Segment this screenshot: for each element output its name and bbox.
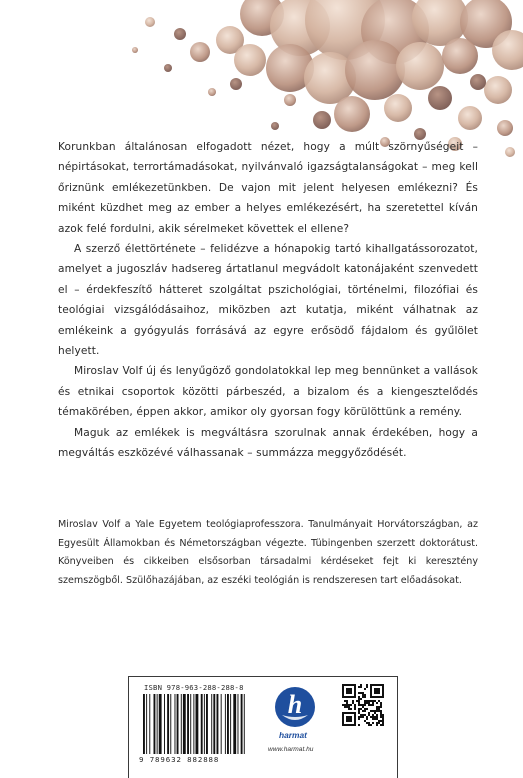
qr-module	[382, 684, 384, 698]
qr-module	[358, 718, 360, 720]
qr-module	[358, 704, 360, 706]
qr-code-icon	[342, 684, 384, 726]
bubble	[396, 42, 444, 90]
barcode-bar	[241, 694, 243, 754]
bubble	[174, 28, 186, 40]
qr-module	[372, 722, 374, 724]
qr-module	[382, 714, 384, 716]
qr-module	[372, 718, 374, 720]
author-bio-text: Miroslav Volf a Yale Egyetem teológiaprofesszora. Tanulmányait Horvátországban, az Egyesült Államokban és Németországban végezte. Tübingenben szerzett doktorátust. Könyveiben és cikkeiben elsősorban társadalmi kérdéseket fejt ki keresztény szemszögből. Szülőhazájában, az eszéki teológián is rendszeresen tart előadásokat.	[58, 519, 478, 586]
qr-module	[370, 700, 372, 702]
qr-module	[366, 684, 368, 686]
qr-module	[378, 720, 380, 722]
bubble	[484, 76, 512, 104]
bubble	[442, 38, 478, 74]
barcode-bar	[206, 694, 208, 754]
qr-module	[370, 684, 372, 698]
qr-module	[368, 704, 370, 706]
barcode-bar	[143, 694, 145, 754]
qr-module	[376, 716, 378, 718]
qr-module	[344, 700, 346, 702]
blurb-paragraph-4: Maguk az emlékek is megváltásra szorulnak annak érdekében, hogy a megváltás eszközévé válhassanak – summázza meggyőződését.	[58, 426, 478, 460]
qr-module	[380, 706, 382, 708]
qr-module	[374, 700, 376, 702]
barcode-bar	[164, 694, 165, 754]
qr-module	[382, 716, 384, 718]
isbn-label: ISBN 978-963-288-288-8	[144, 683, 244, 692]
bubble	[208, 88, 216, 96]
barcode-icon	[141, 694, 253, 756]
qr-module	[382, 718, 384, 720]
publisher-url: www.harmat.hu	[268, 746, 314, 753]
qr-module	[376, 722, 378, 724]
qr-module	[358, 710, 360, 712]
qr-module	[370, 696, 384, 698]
qr-module	[368, 724, 370, 726]
barcode-bar	[170, 694, 171, 754]
barcode-bar	[230, 694, 231, 754]
barcode-bar	[190, 694, 191, 754]
qr-module	[342, 696, 356, 698]
qr-module	[378, 710, 380, 712]
qr-module	[366, 708, 368, 710]
qr-module	[372, 700, 374, 702]
barcode-bar	[233, 694, 236, 754]
barcode-bar	[213, 694, 215, 754]
barcode-panel	[128, 676, 398, 778]
barcode-bar	[187, 694, 189, 754]
qr-module	[342, 684, 344, 698]
qr-module	[380, 714, 382, 716]
barcode-bar	[227, 694, 229, 754]
bubble	[505, 147, 515, 157]
qr-module	[348, 708, 350, 710]
decorative-bubbles	[0, 0, 523, 160]
bubble	[470, 74, 486, 90]
qr-module	[380, 720, 382, 722]
qr-module	[362, 710, 364, 712]
barcode-bar	[157, 694, 158, 754]
qr-module	[358, 696, 360, 698]
bubble	[384, 94, 412, 122]
barcode-bar	[201, 694, 203, 754]
qr-module	[378, 722, 380, 724]
qr-module	[366, 722, 368, 724]
qr-module	[374, 716, 376, 718]
qr-module	[346, 716, 352, 722]
qr-module	[380, 702, 382, 704]
qr-module	[358, 712, 360, 714]
qr-module	[372, 704, 374, 706]
qr-module	[362, 694, 364, 696]
qr-module	[354, 684, 356, 698]
qr-module	[360, 716, 362, 718]
barcode-bar	[167, 694, 169, 754]
barcode-bar	[146, 694, 147, 754]
qr-module	[358, 716, 360, 718]
qr-module	[362, 716, 364, 718]
qr-module	[360, 698, 362, 700]
qr-module	[376, 718, 378, 720]
bubble	[132, 47, 138, 53]
qr-module	[374, 688, 380, 694]
qr-module	[376, 702, 378, 704]
bubble	[334, 96, 370, 132]
qr-module	[354, 712, 356, 726]
qr-module	[382, 724, 384, 726]
bubble	[345, 40, 405, 100]
bubble	[284, 94, 296, 106]
qr-module	[360, 704, 362, 706]
qr-module	[368, 712, 370, 714]
qr-module	[364, 688, 366, 690]
qr-module	[372, 716, 374, 718]
back-cover-blurb	[58, 137, 478, 464]
qr-module	[352, 700, 354, 702]
qr-module	[358, 686, 360, 688]
qr-module	[350, 708, 352, 710]
qr-module	[344, 706, 346, 708]
qr-module	[354, 708, 356, 710]
qr-module	[364, 700, 366, 702]
qr-module	[358, 708, 360, 710]
qr-module	[368, 702, 370, 704]
qr-module	[376, 706, 378, 708]
qr-module	[362, 706, 364, 708]
harmat-logo-icon	[274, 685, 316, 729]
qr-module	[364, 708, 366, 710]
qr-module	[362, 704, 364, 706]
qr-module	[342, 712, 344, 726]
barcode-bar	[193, 694, 194, 754]
qr-module	[376, 714, 378, 716]
qr-module	[380, 710, 382, 712]
qr-module	[368, 700, 370, 702]
bubble	[313, 111, 331, 129]
qr-module	[362, 696, 364, 698]
qr-module	[378, 708, 380, 710]
barcode-digits: 9 789632 882888	[139, 755, 220, 764]
qr-module	[342, 684, 356, 686]
qr-module	[382, 720, 384, 722]
qr-module	[380, 712, 382, 714]
barcode-bar	[183, 694, 186, 754]
barcode-bar	[204, 694, 205, 754]
qr-module	[378, 700, 380, 702]
qr-module	[352, 702, 354, 704]
barcode-bar	[149, 694, 150, 754]
qr-module	[382, 722, 384, 724]
qr-module	[346, 704, 348, 706]
qr-module	[364, 704, 366, 706]
author-bio	[58, 516, 478, 590]
qr-module	[372, 702, 374, 704]
qr-module	[364, 720, 366, 722]
blurb-paragraph-1: Korunkban általánosan elfogadott nézet, hogy a múlt szörnyűségeit – népirtásokat, terrortámadásokat, nyilvánvaló igazságtalanságokat – meg kell őriznünk emlékezetünkben. De vajon mit jelent helyesen emlékezni? És miként küzdhet meg az ember a helyes emlékezésért, ha szeretettel kíván azok felé fordulni, akik sérelmeket követtek el ellene?	[58, 141, 478, 235]
barcode-bar	[159, 694, 162, 754]
barcode-bar	[154, 694, 156, 754]
bubble	[458, 106, 482, 130]
qr-module	[376, 710, 378, 712]
qr-module	[376, 724, 378, 726]
qr-module	[370, 704, 372, 706]
qr-module	[372, 710, 374, 712]
barcode-bar	[177, 694, 179, 754]
qr-module	[366, 718, 368, 720]
qr-module	[348, 704, 350, 706]
qr-module	[356, 700, 358, 702]
qr-module	[372, 714, 374, 716]
qr-module	[366, 686, 368, 688]
qr-module	[380, 716, 382, 718]
qr-module	[364, 694, 366, 696]
qr-module	[350, 704, 352, 706]
qr-module	[378, 706, 380, 708]
barcode-bar	[238, 694, 239, 754]
qr-module	[354, 704, 356, 706]
qr-module	[380, 724, 382, 726]
blurb-paragraph-3: Miroslav Volf új és lenyűgöző gondolatokkal lep meg bennünket a vallások és etnikai csoportok közötti párbeszéd, a bizalom és a kiengesztelődés témakörében, éppen akkor, amikor oly gyorsan fogy körülöttünk a remény.	[58, 365, 478, 419]
qr-module	[360, 714, 362, 716]
publisher-name: harmat	[279, 730, 307, 740]
qr-module	[370, 724, 372, 726]
qr-module	[366, 716, 368, 718]
qr-module	[346, 702, 348, 704]
bubble	[271, 122, 279, 130]
bubble	[145, 17, 155, 27]
qr-module	[366, 702, 368, 704]
qr-module	[346, 700, 348, 702]
qr-module	[344, 704, 346, 706]
qr-module	[374, 710, 376, 712]
logo-letter: h	[287, 690, 303, 719]
qr-module	[360, 686, 362, 688]
qr-module	[360, 684, 362, 686]
bubble	[428, 86, 452, 110]
qr-module	[362, 714, 364, 716]
qr-module	[376, 708, 378, 710]
qr-module	[360, 708, 362, 710]
barcode-bar	[244, 694, 245, 754]
qr-module	[346, 706, 348, 708]
qr-module	[370, 716, 372, 718]
qr-module	[358, 692, 360, 694]
bubble	[234, 44, 266, 76]
bubble	[230, 78, 242, 90]
qr-module	[380, 704, 382, 706]
barcode-bar	[175, 694, 176, 754]
bubble	[190, 42, 210, 62]
qr-module	[360, 692, 362, 694]
bubble	[497, 120, 513, 136]
qr-module	[358, 698, 360, 700]
qr-module	[364, 714, 366, 716]
barcode-bar	[211, 694, 212, 754]
qr-module	[342, 712, 356, 714]
qr-module	[358, 702, 360, 704]
qr-module	[358, 700, 360, 702]
qr-module	[354, 706, 356, 708]
qr-module	[342, 704, 344, 706]
barcode-bar	[196, 694, 199, 754]
qr-module	[364, 710, 366, 712]
qr-module	[374, 712, 376, 714]
barcode-bar	[225, 694, 226, 754]
qr-module	[368, 722, 370, 724]
bubble	[164, 64, 172, 72]
barcode-bar	[217, 694, 219, 754]
qr-module	[374, 718, 376, 720]
blurb-paragraph-2: A szerző élettörténete – felidézve a hónapokig tartó kihallgatássorozatot, amelyet a jugoszláv hadsereg ártatlanul megvádolt katonájaként szenvedett el – érdekfeszítő hátteret szolgáltat pszichológiai, történelmi, filozófiai és teológiai vizsgálódásaihoz, miközben azt kutatja, miként válhatnak az emlékeink a gyógyulás forrásává az egyre erősödő fájdalom és gyűlölet helyett.	[58, 243, 478, 358]
qr-module	[348, 706, 350, 708]
qr-module	[368, 714, 370, 716]
qr-module	[342, 724, 356, 726]
qr-module	[366, 700, 368, 702]
qr-module	[346, 688, 352, 694]
qr-module	[358, 724, 360, 726]
qr-module	[370, 710, 372, 712]
qr-module	[362, 692, 364, 694]
qr-module	[370, 684, 384, 686]
barcode-bar	[181, 694, 182, 754]
qr-module	[364, 696, 366, 698]
barcode-bar	[221, 694, 222, 754]
qr-module	[364, 702, 366, 704]
